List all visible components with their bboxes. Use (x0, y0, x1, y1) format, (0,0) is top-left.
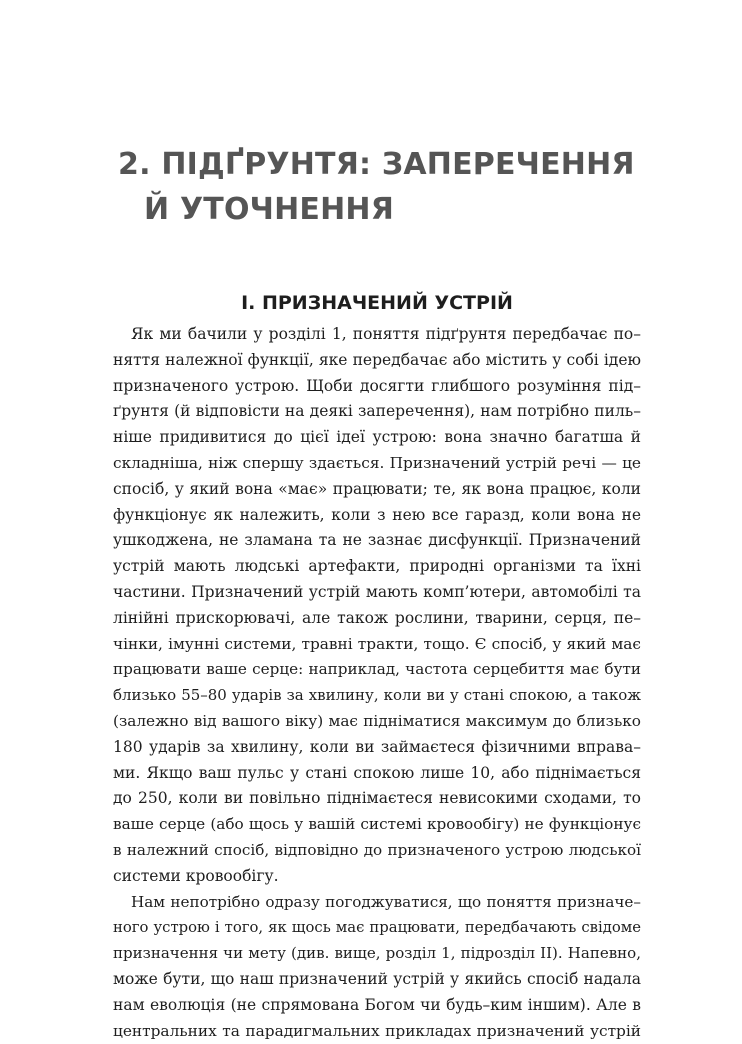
text-line: ніше придивитися до цієї ідеї устрою: вона значно багатша й (113, 428, 641, 447)
body-text (113, 322, 641, 1044)
text-line: (залежно від вашого віку) має підніматися максимум до близько (113, 711, 641, 730)
text-line: няття належної функції, яке передбачає або містить у собі ідею (113, 350, 641, 369)
text-line: Нам непотрібно одразу погоджуватися, що поняття призначе– (131, 892, 641, 911)
text-line: 180 ударів за хвилину, коли ви займаєтеся фізичними вправа– (113, 737, 641, 756)
text-line: призначеного устрою. Щоби досягти глибшого розуміння під– (113, 376, 641, 395)
text-line: ми. Якщо ваш пульс у стані спокою лише 10, або піднімається (113, 763, 641, 782)
text-line: ваше серце (або щось у вашій системі кровообігу) не функціонує (113, 815, 641, 834)
text-line: ушкоджена, не зламана та не зазнає дисфункції. Призначений (113, 531, 641, 550)
chapter-title-line-1: 2. ПІДҐРУНТЯ: ЗАПЕРЕЧЕННЯ (118, 147, 635, 182)
paragraph-1 (113, 322, 641, 890)
text-line: може бути, що наш призначений устрій у якийсь спосіб надала (113, 969, 641, 988)
text-line: устрій мають людські артефакти, природні організми та їхні (113, 557, 641, 576)
text-line: в належний спосіб, відповідно до призначеного устрою людської (113, 840, 641, 859)
text-line: центральних та парадигмальних прикладах призначений устрій (113, 1021, 641, 1040)
text-line: нам еволюція (не спрямована Богом чи будь–ким іншим). Але в (113, 995, 641, 1014)
text-line: спосіб, у який вона «має» працювати; те, як вона працює, коли (113, 479, 641, 498)
text-line: складніша, ніж спершу здається. Призначений устрій речі — це (113, 453, 641, 472)
text-line: до 250, коли ви повільно піднімаєтеся невисокими сходами, то (113, 789, 641, 808)
chapter-title (118, 142, 678, 232)
text-line: призначення чи мету (див. вище, розділ 1, підрозділ II). Напевно, (113, 944, 641, 963)
text-line: системи кровообігу. (113, 866, 279, 885)
text-line: лінійні прискорювачі, але також рослини, тварини, серця, пе– (113, 608, 641, 627)
text-line: частини. Призначений устрій мають комп’ютери, автомобілі та (113, 582, 641, 601)
paragraph-2 (113, 890, 641, 1044)
text-line: працювати ваше серце: наприклад, частота серцебиття має бути (113, 660, 641, 679)
text-line: близько 55–80 ударів за хвилину, коли ви у стані спокою, а також (113, 686, 641, 705)
text-line: функціонує як належить, коли з нею все гаразд, коли вона не (113, 505, 641, 524)
text-line: ного устрою і того, як щось має працювати, передбачають свідоме (113, 919, 641, 937)
text-line: чінки, імунні системи, травні тракти, тощо. Є спосіб, у який має (113, 634, 641, 653)
text-line: Як ми бачили у розділі 1, поняття підґрунтя передбачає по– (131, 325, 641, 343)
chapter-title-line-2: Й УТОЧНЕННЯ (144, 192, 395, 227)
text-line: ґрунтя (й відповісти на деякі заперечення), нам потрібно пиль– (113, 402, 641, 421)
section-heading: I. ПРИЗНАЧЕНИЙ УСТРІЙ (241, 292, 513, 314)
